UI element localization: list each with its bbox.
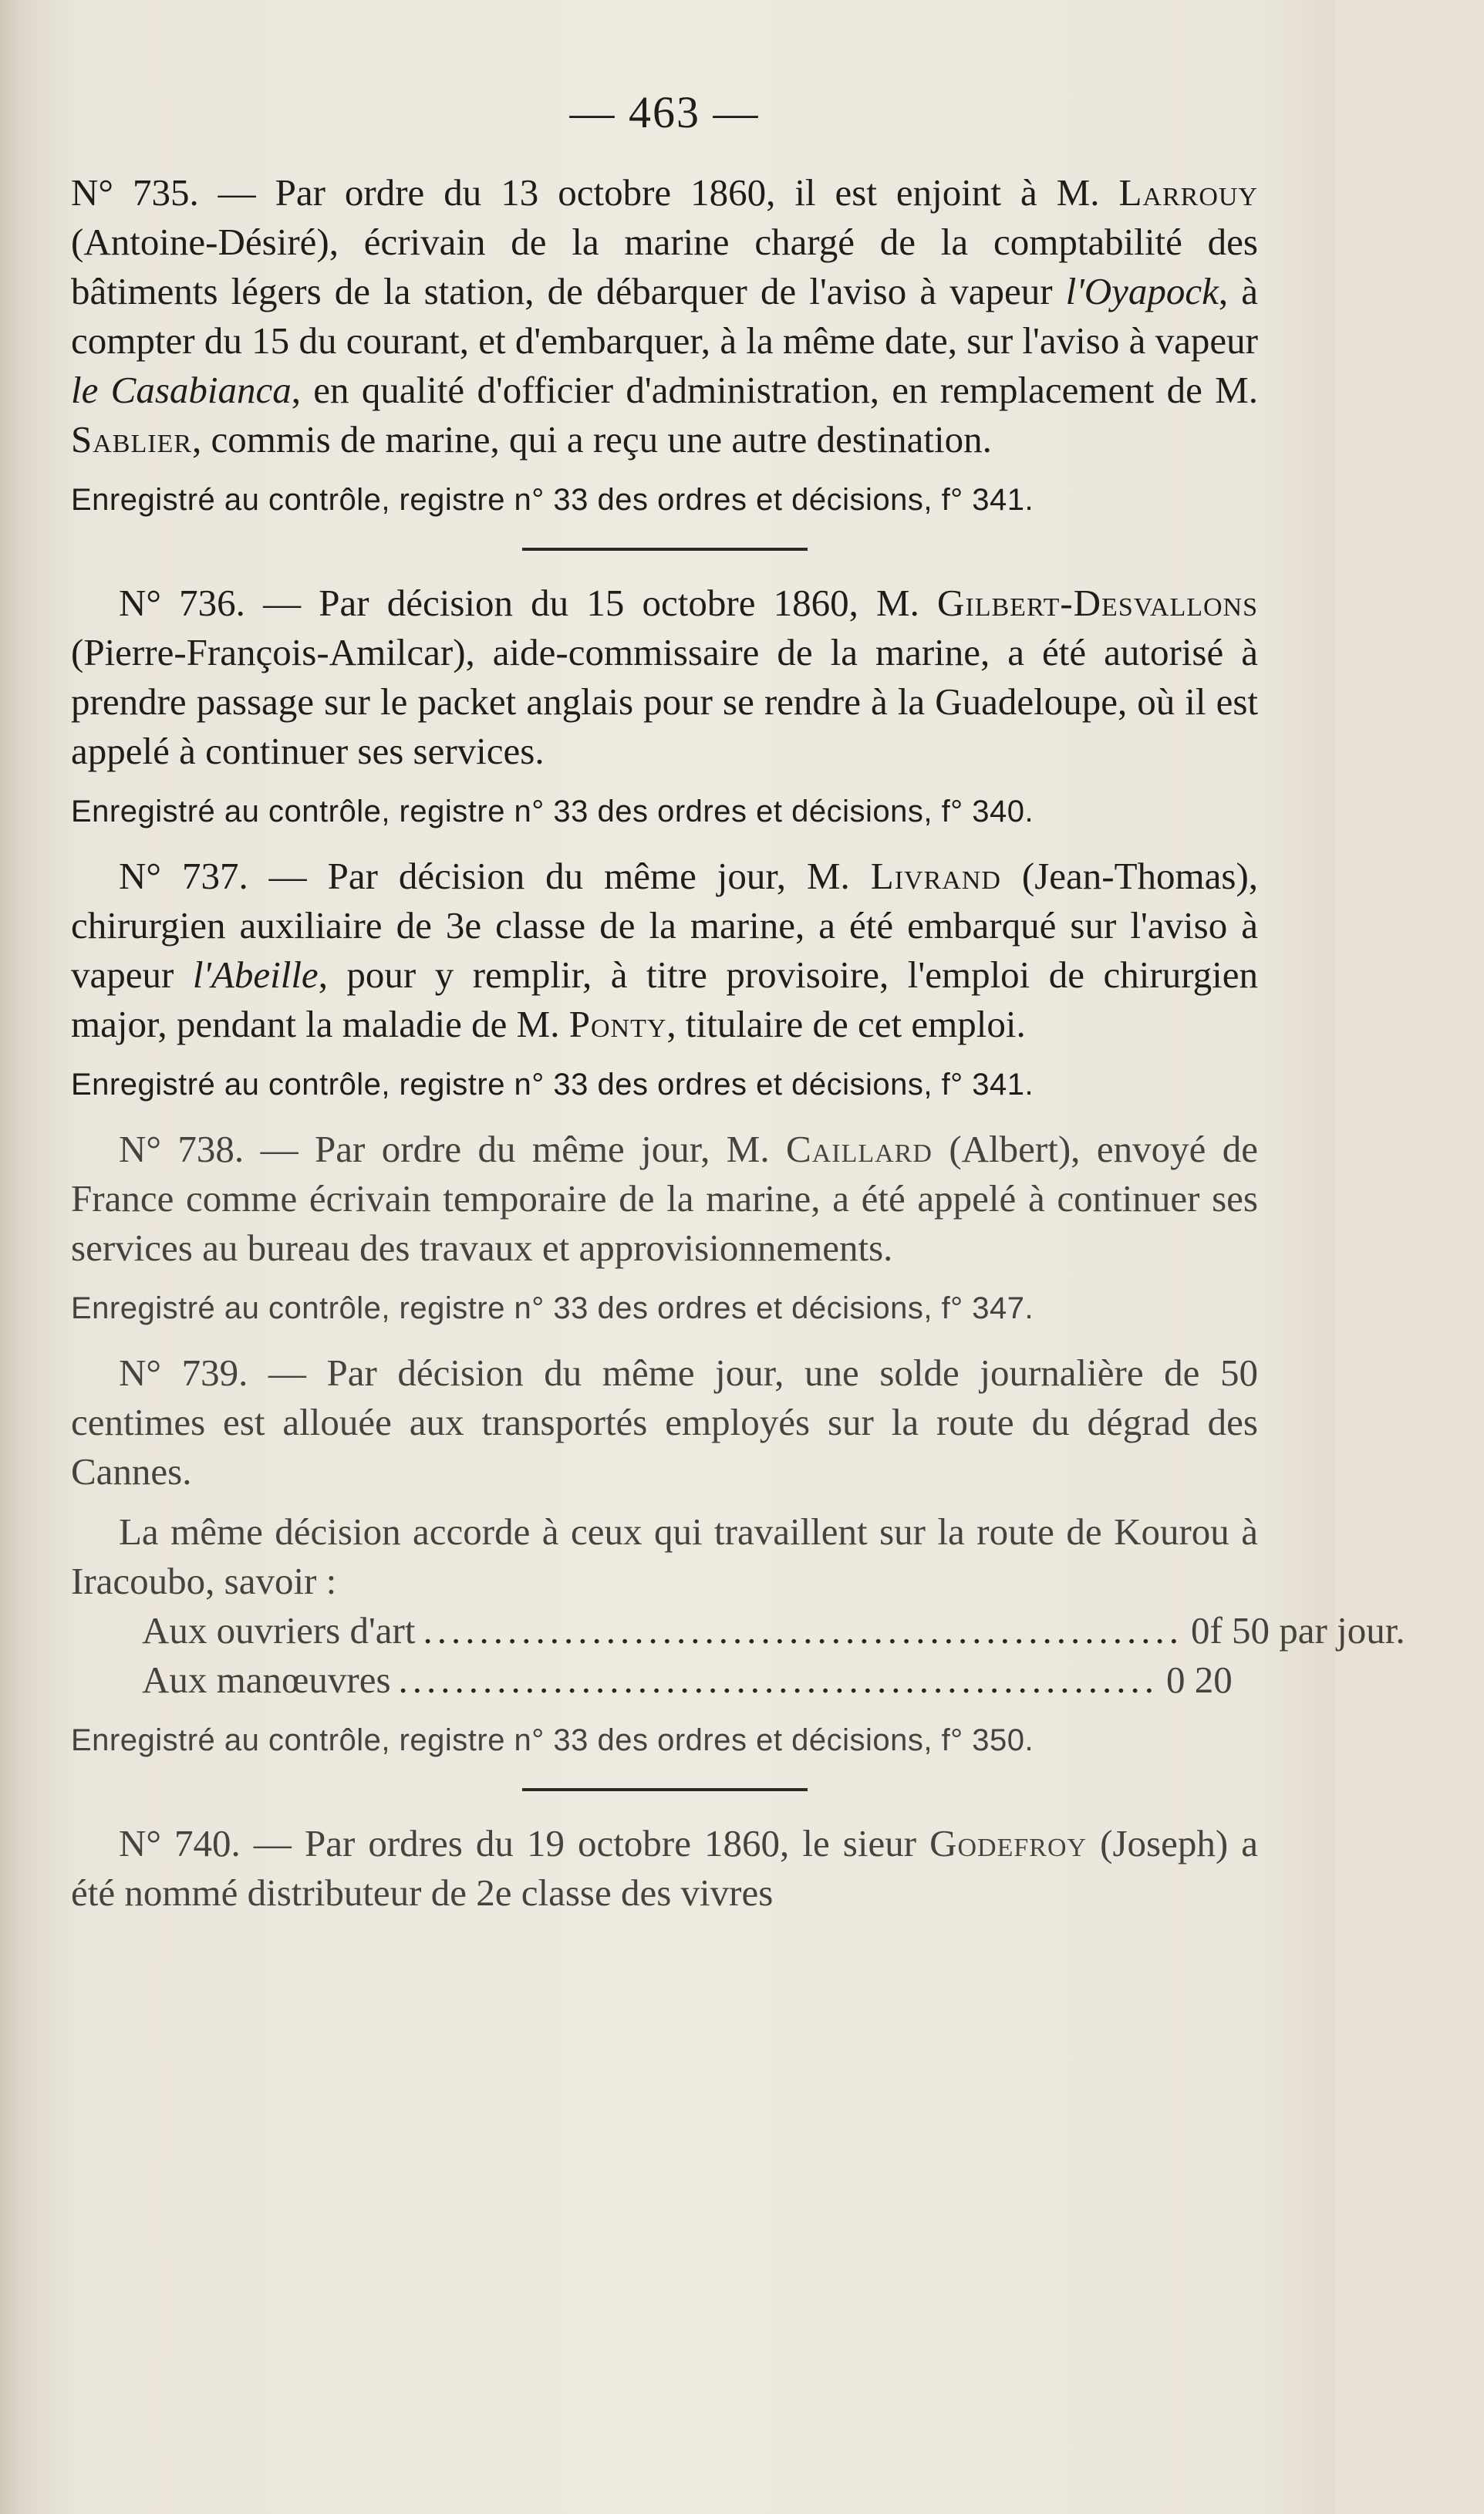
- section-divider: [522, 548, 808, 551]
- allowance-label: Aux manœuvres: [142, 1659, 391, 1701]
- entry-text: , pour y remplir, à titre provisoire, l'emploi de chirurgien major, pendant la maladie de M.: [71, 953, 1258, 1045]
- entry-text: , en qualité d'officier d'administration, en remplacement de M.: [291, 369, 1258, 411]
- entry-739: [71, 1348, 1405, 1762]
- entry-text: (Antoine-Désiré), écrivain de la marine chargé de la comptabilité des bâtiments légers de la station, de débarquer de l'aviso à vapeur: [71, 221, 1258, 312]
- allowance-row: [71, 1655, 1258, 1705]
- entry-text: — Par décision du 15 octobre 1860, M.: [245, 582, 938, 624]
- registration-note: Enregistré au contrôle, registre n° 33 des ordres et décisions, f° 341.: [71, 1068, 1034, 1102]
- registration-note: Enregistré au contrôle, registre n° 33 des ordres et décisions, f° 347.: [71, 1291, 1034, 1325]
- spacer: [71, 1106, 1258, 1125]
- ship-name: l'Abeille: [192, 953, 319, 996]
- entry-number: N° 740.: [119, 1822, 241, 1864]
- allowance-value: 0f 50 par jour.: [1190, 1609, 1405, 1652]
- entry-text: — Par ordre du 13 octobre 1860, il est enjoint à M.: [198, 171, 1119, 214]
- entry-text: (Joseph) a été nommé distributeur de 2e classe des vivres: [71, 1822, 1258, 1914]
- entry-text: (Albert), envoyé de France comme écrivain temporaire de la marine, a été appelé à continuer ses services au bureau des travaux et approvisionnements.: [71, 1128, 1258, 1269]
- person-name: Sablier: [71, 418, 193, 461]
- entry-number: N° 737.: [119, 855, 248, 897]
- entry-text: , titulaire de cet emploi.: [666, 1003, 1026, 1045]
- person-name: Caillard: [786, 1128, 933, 1170]
- entry-737-text: [71, 852, 1258, 1049]
- entry-number: N° 736.: [119, 582, 245, 624]
- entry-738-text: [71, 1125, 1258, 1273]
- entry-text: — Par décision du même jour, M.: [248, 855, 871, 897]
- person-name: Gilbert-Desvallons: [937, 582, 1259, 624]
- registration-note: Enregistré au contrôle, registre n° 33 des ordres et décisions, f° 341.: [71, 483, 1034, 517]
- person-name: Godefroy: [929, 1822, 1088, 1864]
- entry-739-text-2: La même décision accorde à ceux qui travaillent sur la route de Kourou à Iracoubo, savoir :: [71, 1510, 1258, 1602]
- spacer: [71, 833, 1258, 852]
- entry-740: [71, 1819, 1258, 1918]
- entry-740-text: [71, 1819, 1258, 1918]
- entry-text: , commis de marine, qui a reçu une autre destination.: [192, 418, 992, 461]
- person-name: Ponty: [568, 1003, 667, 1045]
- entry-number: N° 738.: [119, 1128, 245, 1170]
- entry-number: N° 739.: [119, 1351, 248, 1394]
- section-divider: [522, 1788, 808, 1791]
- ship-name: le Casabianca: [71, 369, 292, 411]
- allowance-value: 0 20: [1166, 1659, 1233, 1701]
- entry-text: — Par ordres du 19 octobre 1860, le sieur: [240, 1822, 930, 1864]
- entry-735: [71, 168, 1258, 521]
- person-name: Larrouy: [1118, 171, 1258, 214]
- dot-leader: ......................................................: [398, 1659, 1159, 1701]
- entry-text: — Par décision du même jour, une solde journalière de 50 centimes est allouée aux transportés employés sur la route du dégrad des Cannes.: [71, 1351, 1258, 1493]
- entry-736-text: [71, 579, 1258, 776]
- entry-739-text: [71, 1348, 1258, 1497]
- entry-735-text: [71, 168, 1258, 464]
- allowance-row: [71, 1606, 1405, 1655]
- person-name: Livrand: [870, 855, 1001, 897]
- dot-leader: ......................................................: [423, 1609, 1183, 1652]
- entry-number: N° 735.: [71, 171, 199, 214]
- spacer: [71, 1330, 1258, 1348]
- entry-736: [71, 579, 1258, 833]
- entry-text: — Par ordre du même jour, M.: [244, 1128, 787, 1170]
- allowance-label: Aux ouvriers d'art: [142, 1609, 416, 1652]
- entry-text: (Pierre-François-Amilcar), aide-commissaire de la marine, a été autorisé à prendre passage sur le packet anglais pour se rendre à la Guadeloupe, où il est appelé à continuer ses services.: [71, 631, 1258, 772]
- document-body: [71, 168, 1405, 1918]
- entry-737: [71, 852, 1258, 1106]
- ship-name: l'Oyapock: [1065, 270, 1219, 312]
- entry-738: [71, 1125, 1258, 1330]
- registration-note: Enregistré au contrôle, registre n° 33 des ordres et décisions, f° 340.: [71, 795, 1034, 828]
- entry-text: , à compter du 15 du courant, et d'embarquer, à la même date, sur l'aviso à vapeur: [71, 270, 1258, 362]
- registration-note: Enregistré au contrôle, registre n° 33 des ordres et décisions, f° 350.: [71, 1723, 1034, 1757]
- entry-text: (Jean-Thomas), chirurgien auxiliaire de 3e classe de la marine, a été embarqué sur l'aviso à vapeur: [71, 855, 1259, 996]
- page-number: — 463 —: [569, 87, 760, 137]
